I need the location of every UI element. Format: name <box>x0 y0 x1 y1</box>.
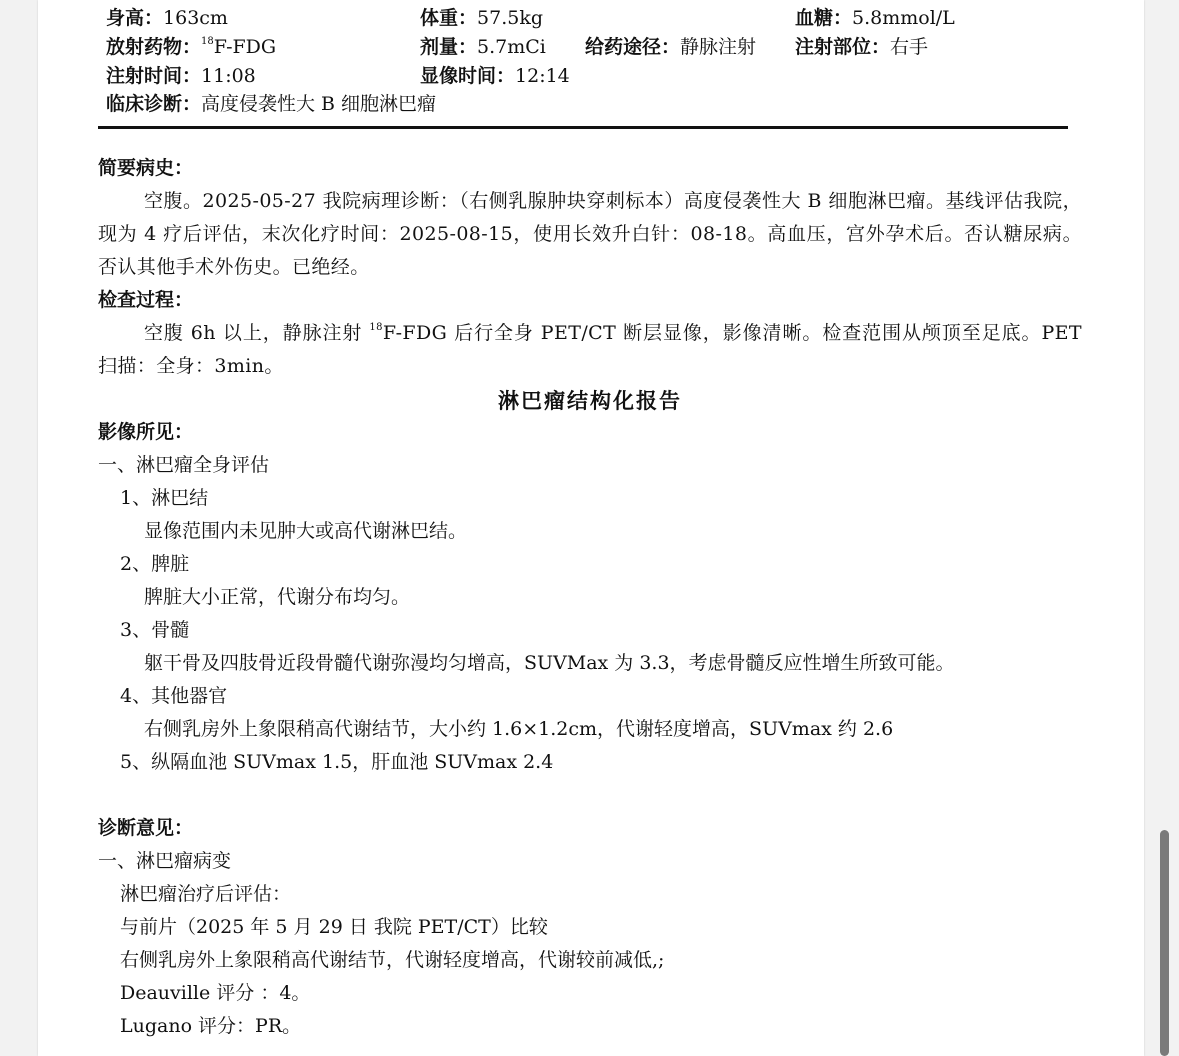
clinical-diagnosis-value: 高度侵袭性大 B 细胞淋巴瘤 <box>201 93 437 115</box>
finding-text-lymph-nodes: 显像范围内未见肿大或高代谢淋巴结。 <box>144 520 468 542</box>
diagnosis-line: Lugano 评分：PR。 <box>120 1015 302 1037</box>
weight-label: 体重： <box>420 7 478 29</box>
diagnosis-line: 右侧乳房外上象限稍高代谢结节，代谢轻度增高，代谢较前减低,; <box>120 949 665 971</box>
finding-title-lymph-nodes: 1、淋巴结 <box>120 487 209 509</box>
weight-field <box>420 6 543 30</box>
finding-title-blood-pool: 5、纵隔血池 SUVmax 1.5，肝血池 SUVmax 2.4 <box>120 751 554 773</box>
site-label: 注射部位： <box>795 36 891 58</box>
clinical-diagnosis-label: 临床诊断： <box>106 93 202 115</box>
height-label: 身高： <box>106 7 164 29</box>
diagnosis-line: 淋巴瘤治疗后评估： <box>120 883 292 905</box>
radiopharm-value: F-FDG <box>213 36 277 58</box>
radiopharm-field <box>106 35 276 59</box>
procedure-text-part2: F-FDG 后行全身 PET/CT 断层显像，影像清晰。检查范围从颅顶至足底。PET 扫描：全身：3min。 <box>98 322 1082 377</box>
inject-time-value: 11:08 <box>201 65 256 87</box>
diagnosis-heading: 诊断意见： <box>98 817 194 839</box>
procedure-heading: 检查过程： <box>98 289 194 311</box>
image-time-field <box>420 64 570 88</box>
findings-section: 一、淋巴瘤全身评估 <box>98 454 270 476</box>
dose-label: 剂量： <box>420 36 478 58</box>
radiopharm-label: 放射药物： <box>106 36 202 58</box>
radiopharm-isotope: 18 <box>201 36 214 47</box>
finding-text-bone-marrow: 躯干骨及四肢骨近段骨髓代谢弥漫均匀增高，SUVMax 为 3.3，考虑骨髓反应性增生所致可能。 <box>144 652 955 674</box>
weight-value: 57.5kg <box>477 7 543 29</box>
finding-title-bone-marrow: 3、骨髓 <box>120 619 190 641</box>
clinical-diagnosis-field <box>106 92 436 116</box>
route-label: 给药途径： <box>585 36 681 58</box>
diagnosis-line: 与前片（2025 年 5 月 29 日 我院 PET/CT）比较 <box>120 916 548 938</box>
finding-text-other-organs: 右侧乳房外上象限稍高代谢结节，大小约 1.6×1.2cm，代谢轻度增高，SUVmax 约 2.6 <box>144 718 894 740</box>
report-title: 淋巴瘤结构化报告 <box>498 388 682 413</box>
procedure-text-part1: 空腹 6h 以上，静脉注射 <box>144 322 370 344</box>
finding-text-spleen: 脾脏大小正常，代谢分布均匀。 <box>144 586 411 608</box>
inject-time-field <box>106 64 256 88</box>
site-field <box>795 35 928 59</box>
height-field <box>106 6 228 30</box>
scrollbar-thumb[interactable] <box>1160 830 1169 1056</box>
glucose-value: 5.8mmol/L <box>852 7 955 29</box>
site-value: 右手 <box>890 36 929 58</box>
history-text: 空腹。2025-05-27 我院病理诊断：（右侧乳腺肿块穿刺标本）高度侵袭性大 B 细胞淋巴瘤。基线评估我院，现为 4 疗后评估，末次化疗时间：2025-08-15，使用长效升白针：08-18。高血压，宫外孕术后。否认糖尿病。否认其他手术外伤史。已绝经。 <box>98 190 1082 278</box>
inject-time-label: 注射时间： <box>106 65 202 87</box>
finding-title-other-organs: 4、其他器官 <box>120 685 228 707</box>
diagnosis-section: 一、淋巴瘤病变 <box>98 850 232 872</box>
image-time-label: 显像时间： <box>420 65 516 87</box>
finding-title-spleen: 2、脾脏 <box>120 553 190 575</box>
image-time-value: 12:14 <box>515 65 570 87</box>
diagnosis-line: Deauville 评分 ：4。 <box>120 982 311 1004</box>
header-divider <box>98 126 1068 129</box>
glucose-label: 血糖： <box>795 7 853 29</box>
procedure-isotope: 18 <box>369 322 383 333</box>
height-value: 163cm <box>163 7 228 29</box>
findings-heading: 影像所见： <box>98 421 194 443</box>
route-value: 静脉注射 <box>680 36 757 58</box>
dose-value: 5.7mCi <box>477 36 546 58</box>
history-heading: 简要病史： <box>98 157 194 179</box>
route-field <box>585 35 756 59</box>
glucose-field <box>795 6 955 30</box>
procedure-text <box>98 317 1082 383</box>
dose-field <box>420 35 546 59</box>
